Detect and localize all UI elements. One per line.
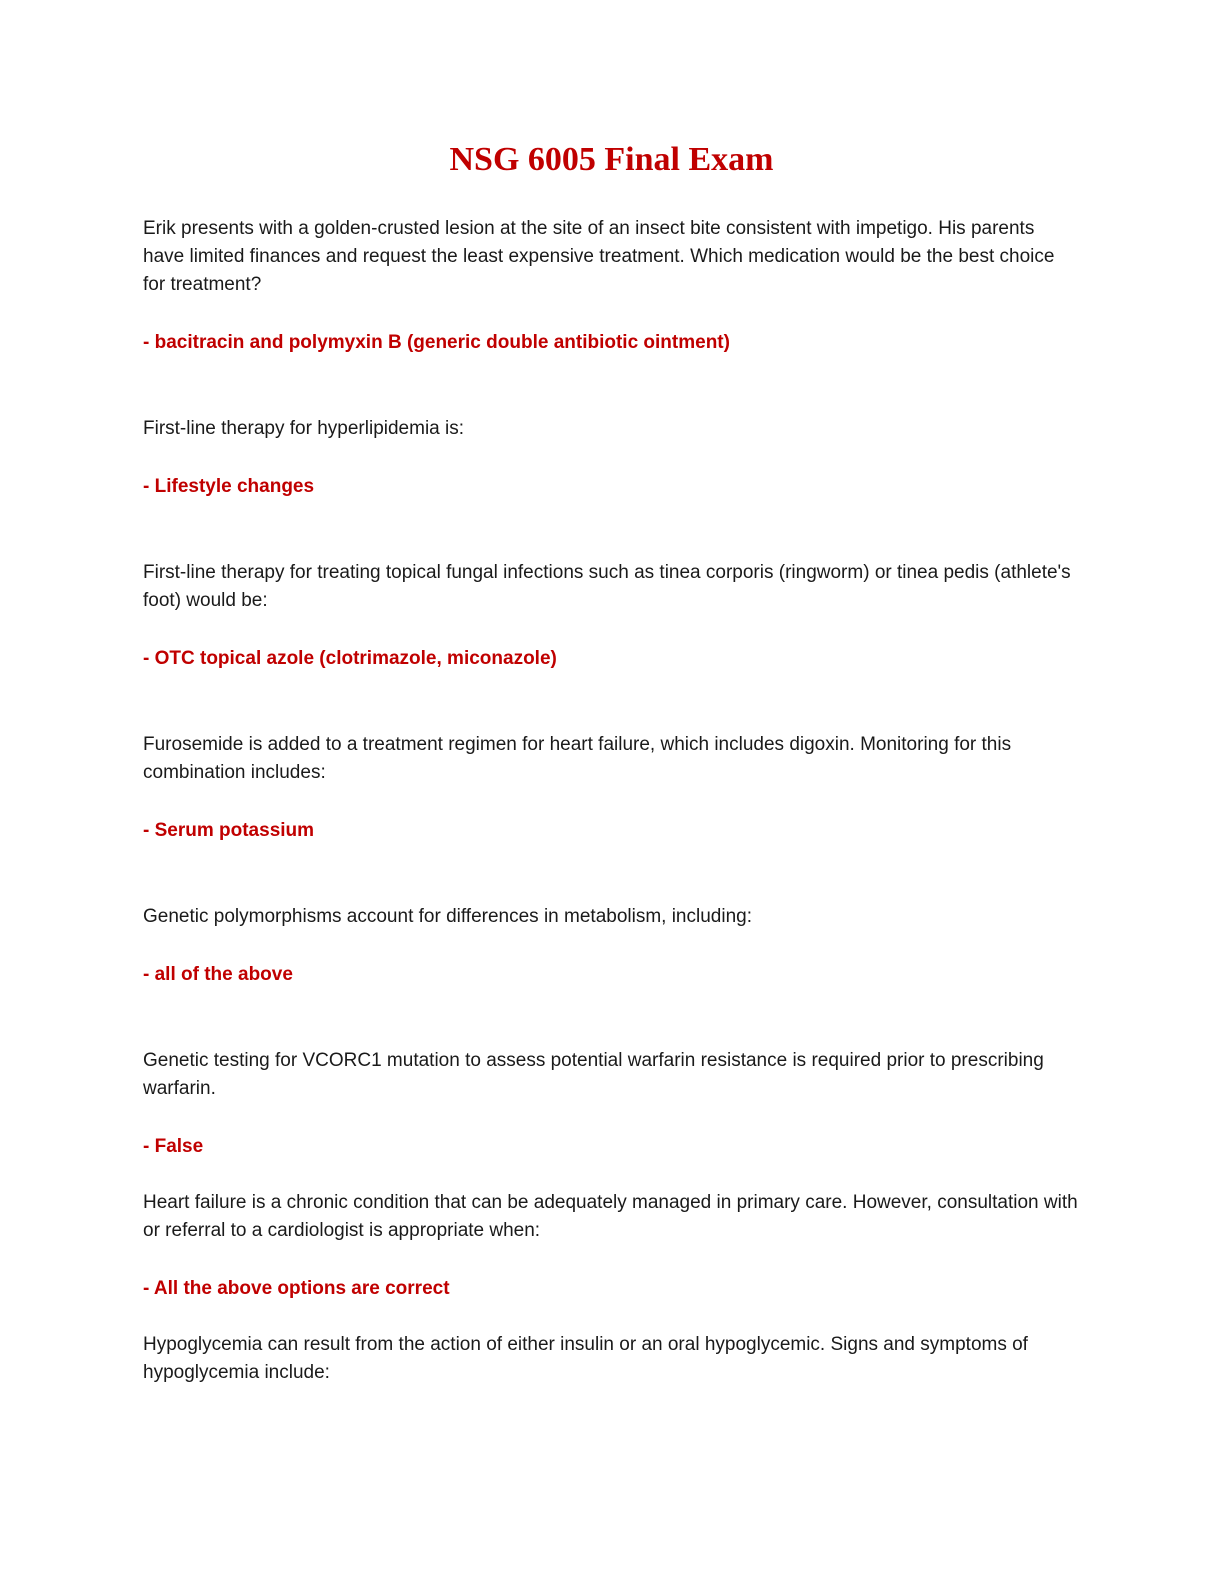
question-text: Genetic testing for VCORC1 mutation to assess potential warfarin resistance is required prior to prescribing warfarin. [143,1049,1044,1099]
page-title: NSG 6005 Final Exam [449,141,774,178]
question-text: Hypoglycemia can result from the action of either insulin or an oral hypoglycemic. Signs and symptoms of hypoglycemia include: [143,1333,1028,1383]
question-text: Genetic polymorphisms account for differences in metabolism, including: [143,905,752,927]
answer-text: - all of the above [143,963,293,985]
question-text: Furosemide is added to a treatment regimen for heart failure, which includes digoxin. Monitoring for this combination includes: [143,733,1012,783]
answer-text: - bacitracin and polymyxin B (generic double antibiotic ointment) [143,331,730,353]
answer-text: - OTC topical azole (clotrimazole, miconazole) [143,647,557,669]
question-text: Erik presents with a golden-crusted lesion at the site of an insect bite consistent with impetigo. His parents have limited finances and request the least expensive treatment. Which medication would be the best choice for treatment? [143,217,1055,295]
question-text: First-line therapy for hyperlipidemia is: [143,417,465,439]
answer-text: - Lifestyle changes [143,475,315,497]
answer-text: - False [143,1135,204,1157]
question-text: First-line therapy for treating topical fungal infections such as tinea corporis (ringworm) or tinea pedis (athlete's foot) would be: [143,561,1071,611]
answer-text: - All the above options are correct [143,1277,450,1299]
answer-text: - Serum potassium [143,819,315,841]
question-text: Heart failure is a chronic condition that can be adequately managed in primary care. However, consultation with or referral to a cardiologist is appropriate when: [143,1191,1078,1241]
